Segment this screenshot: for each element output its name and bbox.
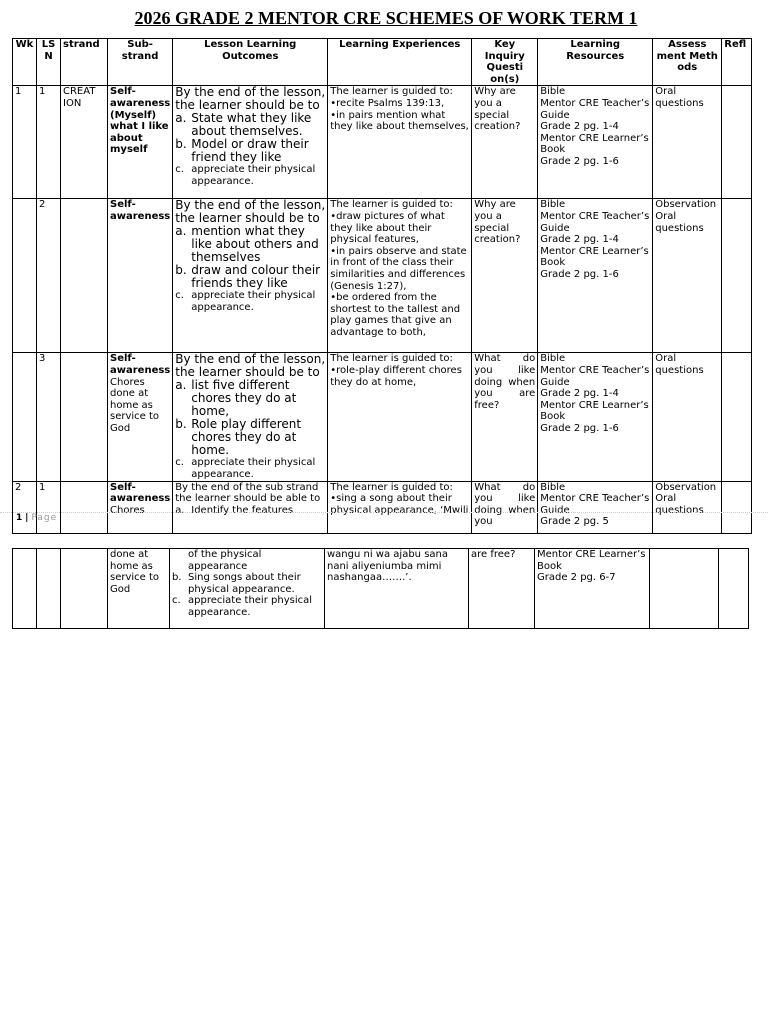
resource-line: Grade 2 pg. 1-4 <box>540 121 619 133</box>
cell-lsn: 1 <box>37 481 61 533</box>
outcome-item: of the physical appearance <box>188 549 262 572</box>
cell-lsn: 1 <box>37 86 61 199</box>
resource-line: Grade 2 pg. 1-6 <box>540 155 619 167</box>
resource-line: Mentor CRE Learner’s Book <box>537 549 646 572</box>
cell-inquiry: What do you like doing when you are free? <box>472 353 538 481</box>
experience-line: wangu ni wa ajabu sana nani aliyeniumba mimi nashangaa…….’. <box>327 549 448 584</box>
assessment-line: Observation <box>655 199 717 211</box>
table-row <box>13 86 752 199</box>
cell-substrand: Self-awareness <box>110 199 171 222</box>
cell-strand: CREAT ION <box>61 86 108 199</box>
resource-line: Mentor CRE Teacher’s Guide <box>540 493 650 516</box>
resource-line: Bible <box>540 481 566 493</box>
assessment-line: Oral questions <box>655 493 704 516</box>
experience-line: •be ordered from the shortest to the tallest and play games that give an advantage to both, <box>330 292 461 338</box>
outcome-item: c. appreciate their physical appearance. <box>172 595 312 618</box>
experience-line: The learner is guided to: <box>330 481 453 493</box>
cell-lsn <box>37 549 61 629</box>
table-row <box>13 199 752 353</box>
scheme-table <box>12 38 752 534</box>
resource-line: Mentor CRE Learner’s Book <box>540 245 649 269</box>
resource-line: Grade 2 pg. 1-4 <box>540 234 619 246</box>
experience-line: The learner is guided to: <box>330 353 453 365</box>
experience-line: The learner is guided to: <box>330 199 453 211</box>
cell-substrand-detail: Chores done at home as service to God <box>110 376 160 434</box>
experience-line: •recite Psalms 139:13, <box>330 97 445 109</box>
cell-reflection <box>722 353 752 481</box>
cell-substrand: Self-awareness (Myself) what I like about myself <box>110 86 171 156</box>
cell-wk <box>13 199 37 353</box>
outcome-item: b. Sing songs about their physical appearance. <box>172 572 301 595</box>
cell-substrand-detail: Chores <box>110 504 145 516</box>
experience-line: •role-play different chores they do at home, <box>330 364 462 388</box>
table-row <box>13 481 752 533</box>
outcome-item: a. mention what they like about others and themselves <box>175 224 319 265</box>
footer-separator: | <box>25 513 29 523</box>
assessment-line: Oral questions <box>655 353 704 376</box>
cell-strand <box>61 549 108 629</box>
resource-line: Mentor CRE Learner’s Book <box>540 399 649 423</box>
cell-reflection <box>722 86 752 199</box>
assessment-line: Oral questions <box>655 210 704 234</box>
outcome-item: b. draw and colour their friends they like <box>175 263 321 291</box>
cell-wk: 2 <box>13 481 37 533</box>
cell-lsn: 2 <box>37 199 61 353</box>
experience-line: The learner is guided to: <box>330 86 453 98</box>
resource-line: Grade 2 pg. 1-6 <box>540 268 619 280</box>
outcome-item: a. Identify the features <box>175 504 294 516</box>
page-break <box>0 512 768 513</box>
page-footer <box>16 513 57 523</box>
cell-strand <box>61 353 108 481</box>
cell-wk: 1 <box>13 86 37 199</box>
resource-line: Grade 2 pg. 1-4 <box>540 388 619 400</box>
page-label: Page <box>31 513 58 523</box>
outcome-item: a. list five different chores they do at home, <box>175 378 297 419</box>
cell-reflection <box>719 549 749 629</box>
cell-wk <box>13 353 37 481</box>
outcome-intro: By the end of the lesson, the learner should be to <box>175 85 326 113</box>
outcome-intro: By the end of the sub strand the learner should be able to <box>175 481 321 505</box>
outcome-intro: By the end of the lesson, the learner should be to <box>175 198 326 226</box>
cell-wk <box>13 549 37 629</box>
cell-inquiry: Why are you a special creation? <box>472 86 538 199</box>
cell-substrand: Self-awareness <box>110 481 171 505</box>
cell-inquiry: are free? <box>469 549 535 629</box>
experience-line: •draw pictures of what they like about their physical features, <box>330 210 445 246</box>
header-reflection: Refl <box>722 39 752 86</box>
resource-line: Grade 2 pg. 1-6 <box>540 422 619 434</box>
cell-strand <box>61 481 108 533</box>
header-strand: strand <box>61 39 108 86</box>
assessment-line: Oral questions <box>655 86 704 109</box>
experience-line: •in pairs mention what they like about themselves, <box>330 109 469 133</box>
cell-inquiry: What do you like doing when you <box>472 481 538 533</box>
outcome-intro: By the end of the lesson, the learner should be to <box>175 352 326 380</box>
table-row <box>13 549 749 629</box>
cell-reflection <box>722 199 752 353</box>
table-row <box>13 353 752 481</box>
experience-line: •in pairs observe and state in front of the class their similarities and differences (Genesis 1:27), <box>330 245 467 292</box>
outcome-item: a. State what they like about themselves. <box>175 111 312 139</box>
resource-line: Bible <box>540 353 566 365</box>
cell-reflection <box>722 481 752 533</box>
resource-line: Mentor CRE Learner’s Book <box>540 132 649 156</box>
page-title: 2026 GRADE 2 MENTOR CRE SCHEMES OF WORK TERM 1 <box>134 8 638 28</box>
resource-line: Mentor CRE Teacher’s Guide <box>540 210 650 234</box>
resource-line: Grade 2 pg. 5 <box>540 516 609 528</box>
cell-inquiry: Why are you a special creation? <box>472 199 538 353</box>
resource-line: Bible <box>540 199 566 211</box>
scheme-table-continued <box>12 548 749 629</box>
outcome-item: c. appreciate their physical appearance. <box>175 290 316 313</box>
assessment-line: Observation <box>655 481 717 493</box>
resource-line: Mentor CRE Teacher’s Guide <box>540 97 650 121</box>
cell-substrand: Self-awareness <box>110 353 171 376</box>
resource-line: Mentor CRE Teacher’s Guide <box>540 364 650 388</box>
header-resources: Learning Resources <box>538 39 653 86</box>
outcome-item: c. appreciate their physical appearance. <box>175 457 316 480</box>
header-experiences: Learning Experiences <box>328 39 472 86</box>
header-assessment: Assess ment Meth ods <box>653 39 722 86</box>
header-row <box>13 39 752 86</box>
cell-lsn: 3 <box>37 353 61 481</box>
cell-assessment <box>650 549 719 629</box>
resource-line: Grade 2 pg. 6-7 <box>537 572 616 584</box>
outcome-item: c. appreciate their physical appearance. <box>175 164 316 187</box>
header-outcomes: Lesson Learning Outcomes <box>173 39 328 86</box>
header-substrand: Sub-strand <box>108 39 173 86</box>
cell-strand <box>61 199 108 353</box>
cell-substrand-detail: done at home as service to God <box>108 549 170 629</box>
outcome-item: b. Role play different chores they do at home. <box>175 417 302 458</box>
experience-line: •sing a song about their physical appearance, ‘Mwili <box>330 493 469 516</box>
header-wk: Wk <box>13 39 37 86</box>
outcome-item: b. Model or draw their friend they like <box>175 137 309 165</box>
header-lsn: LS N <box>37 39 61 86</box>
page-number: 1 <box>16 513 23 523</box>
resource-line: Bible <box>540 86 566 98</box>
header-inquiry: Key Inquiry Questi on(s) <box>472 39 538 86</box>
